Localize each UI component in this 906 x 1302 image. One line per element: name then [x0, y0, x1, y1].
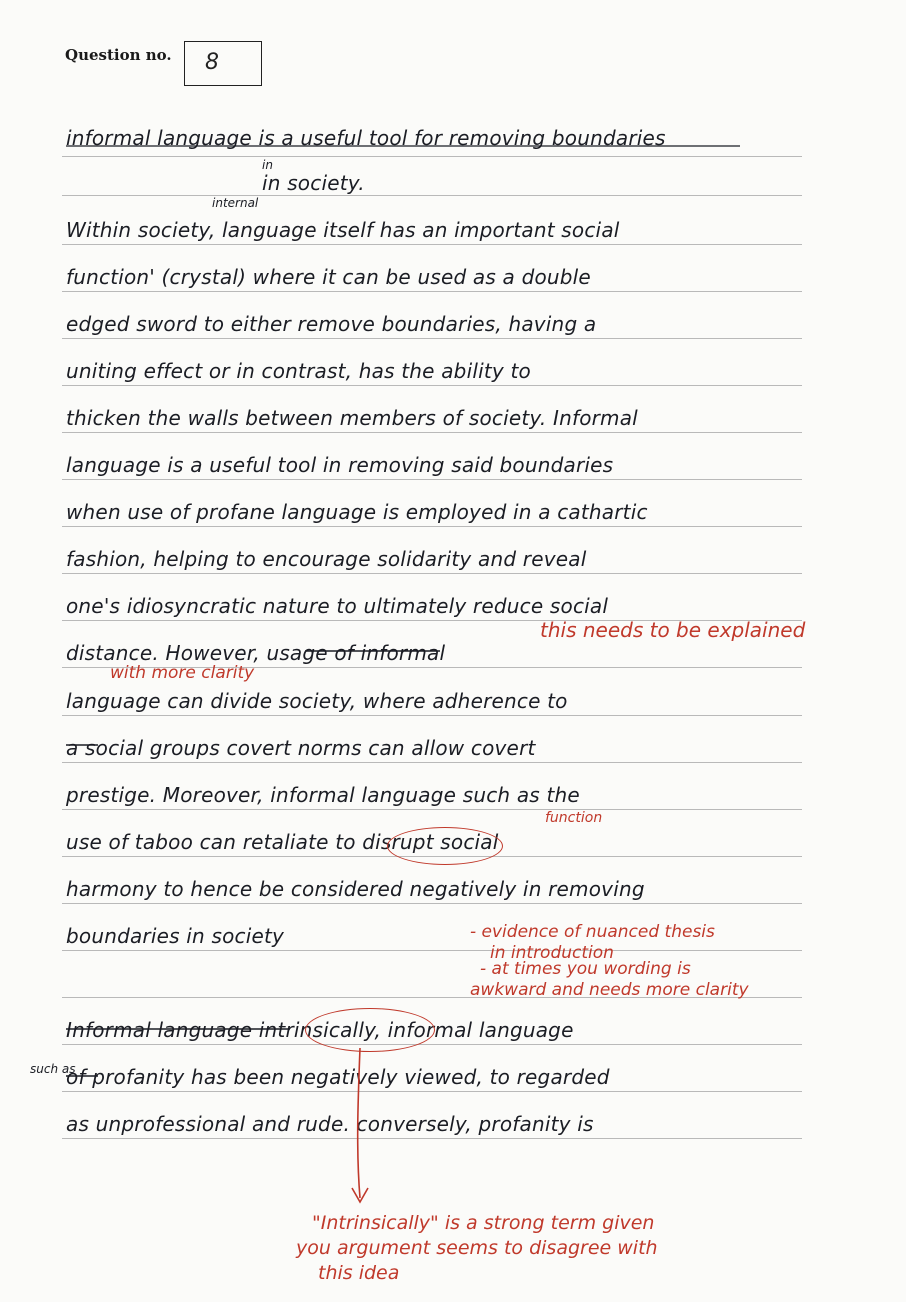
- arrow-line: [358, 1048, 360, 1198]
- handwritten-line: function' (crystal) where it can be used as a double: [66, 265, 591, 289]
- handwritten-line: language is a useful tool in removing said boundaries: [66, 453, 614, 477]
- handwritten-line: in society.: [262, 171, 365, 195]
- handwritten-line: distance. However, usage of informal: [66, 641, 446, 665]
- teacher-comment: in introduction: [490, 943, 614, 963]
- handwritten-line: harmony to hence be considered negatively in removing: [66, 877, 645, 901]
- handwritten-line: prestige. Moreover, informal language such as the: [66, 783, 580, 807]
- handwritten-line: language can divide society, where adherence to: [66, 689, 568, 713]
- insertion-note: in: [262, 158, 273, 172]
- handwritten-line: Within society, language itself has an important social: [66, 218, 620, 242]
- teacher-comment: - evidence of nuanced thesis: [470, 922, 715, 942]
- handwritten-line: as unprofessional and rude. conversely, profanity is: [66, 1112, 594, 1136]
- handwritten-line: boundaries in society: [66, 924, 285, 948]
- handwritten-line: fashion, helping to encourage solidarity and reveal: [66, 547, 587, 571]
- teacher-comment: "Intrinsically" is a strong term given: [312, 1212, 655, 1234]
- handwritten-line: a social groups covert norms can allow covert: [66, 736, 536, 760]
- teacher-comment: you argument seems to disagree with: [296, 1237, 658, 1259]
- teacher-comment: - at times you wording is: [480, 959, 691, 979]
- teacher-comment: this idea: [318, 1262, 400, 1284]
- handwritten-line: use of taboo can retaliate to disrupt social: [66, 830, 499, 854]
- teacher-comment: this needs to be explained: [540, 618, 806, 642]
- handwritten-line: thicken the walls between members of society. Informal: [66, 406, 638, 430]
- question-label: Question no.: [65, 46, 172, 64]
- question-number: 8: [205, 50, 219, 75]
- teacher-comment: with more clarity: [110, 663, 255, 683]
- handwritten-line: of profanity has been negatively viewed, to regarded: [66, 1065, 610, 1089]
- handwritten-line: uniting effect or in contrast, has the ability to: [66, 359, 531, 383]
- handwritten-line: informal language is a useful tool for removing boundaries: [66, 126, 666, 150]
- handwritten-line: edged sword to either remove boundaries, having a: [66, 312, 597, 336]
- insertion-note: internal: [212, 196, 259, 210]
- insertion-note: such as: [30, 1062, 76, 1076]
- teacher-comment: function: [545, 810, 603, 826]
- handwritten-line: one's idiosyncratic nature to ultimately reduce social: [66, 594, 609, 618]
- handwritten-line: Informal language intrinsically, informal language: [66, 1018, 574, 1042]
- handwritten-line: when use of profane language is employed in a cathartic: [66, 500, 648, 524]
- teacher-comment: awkward and needs more clarity: [470, 980, 749, 1000]
